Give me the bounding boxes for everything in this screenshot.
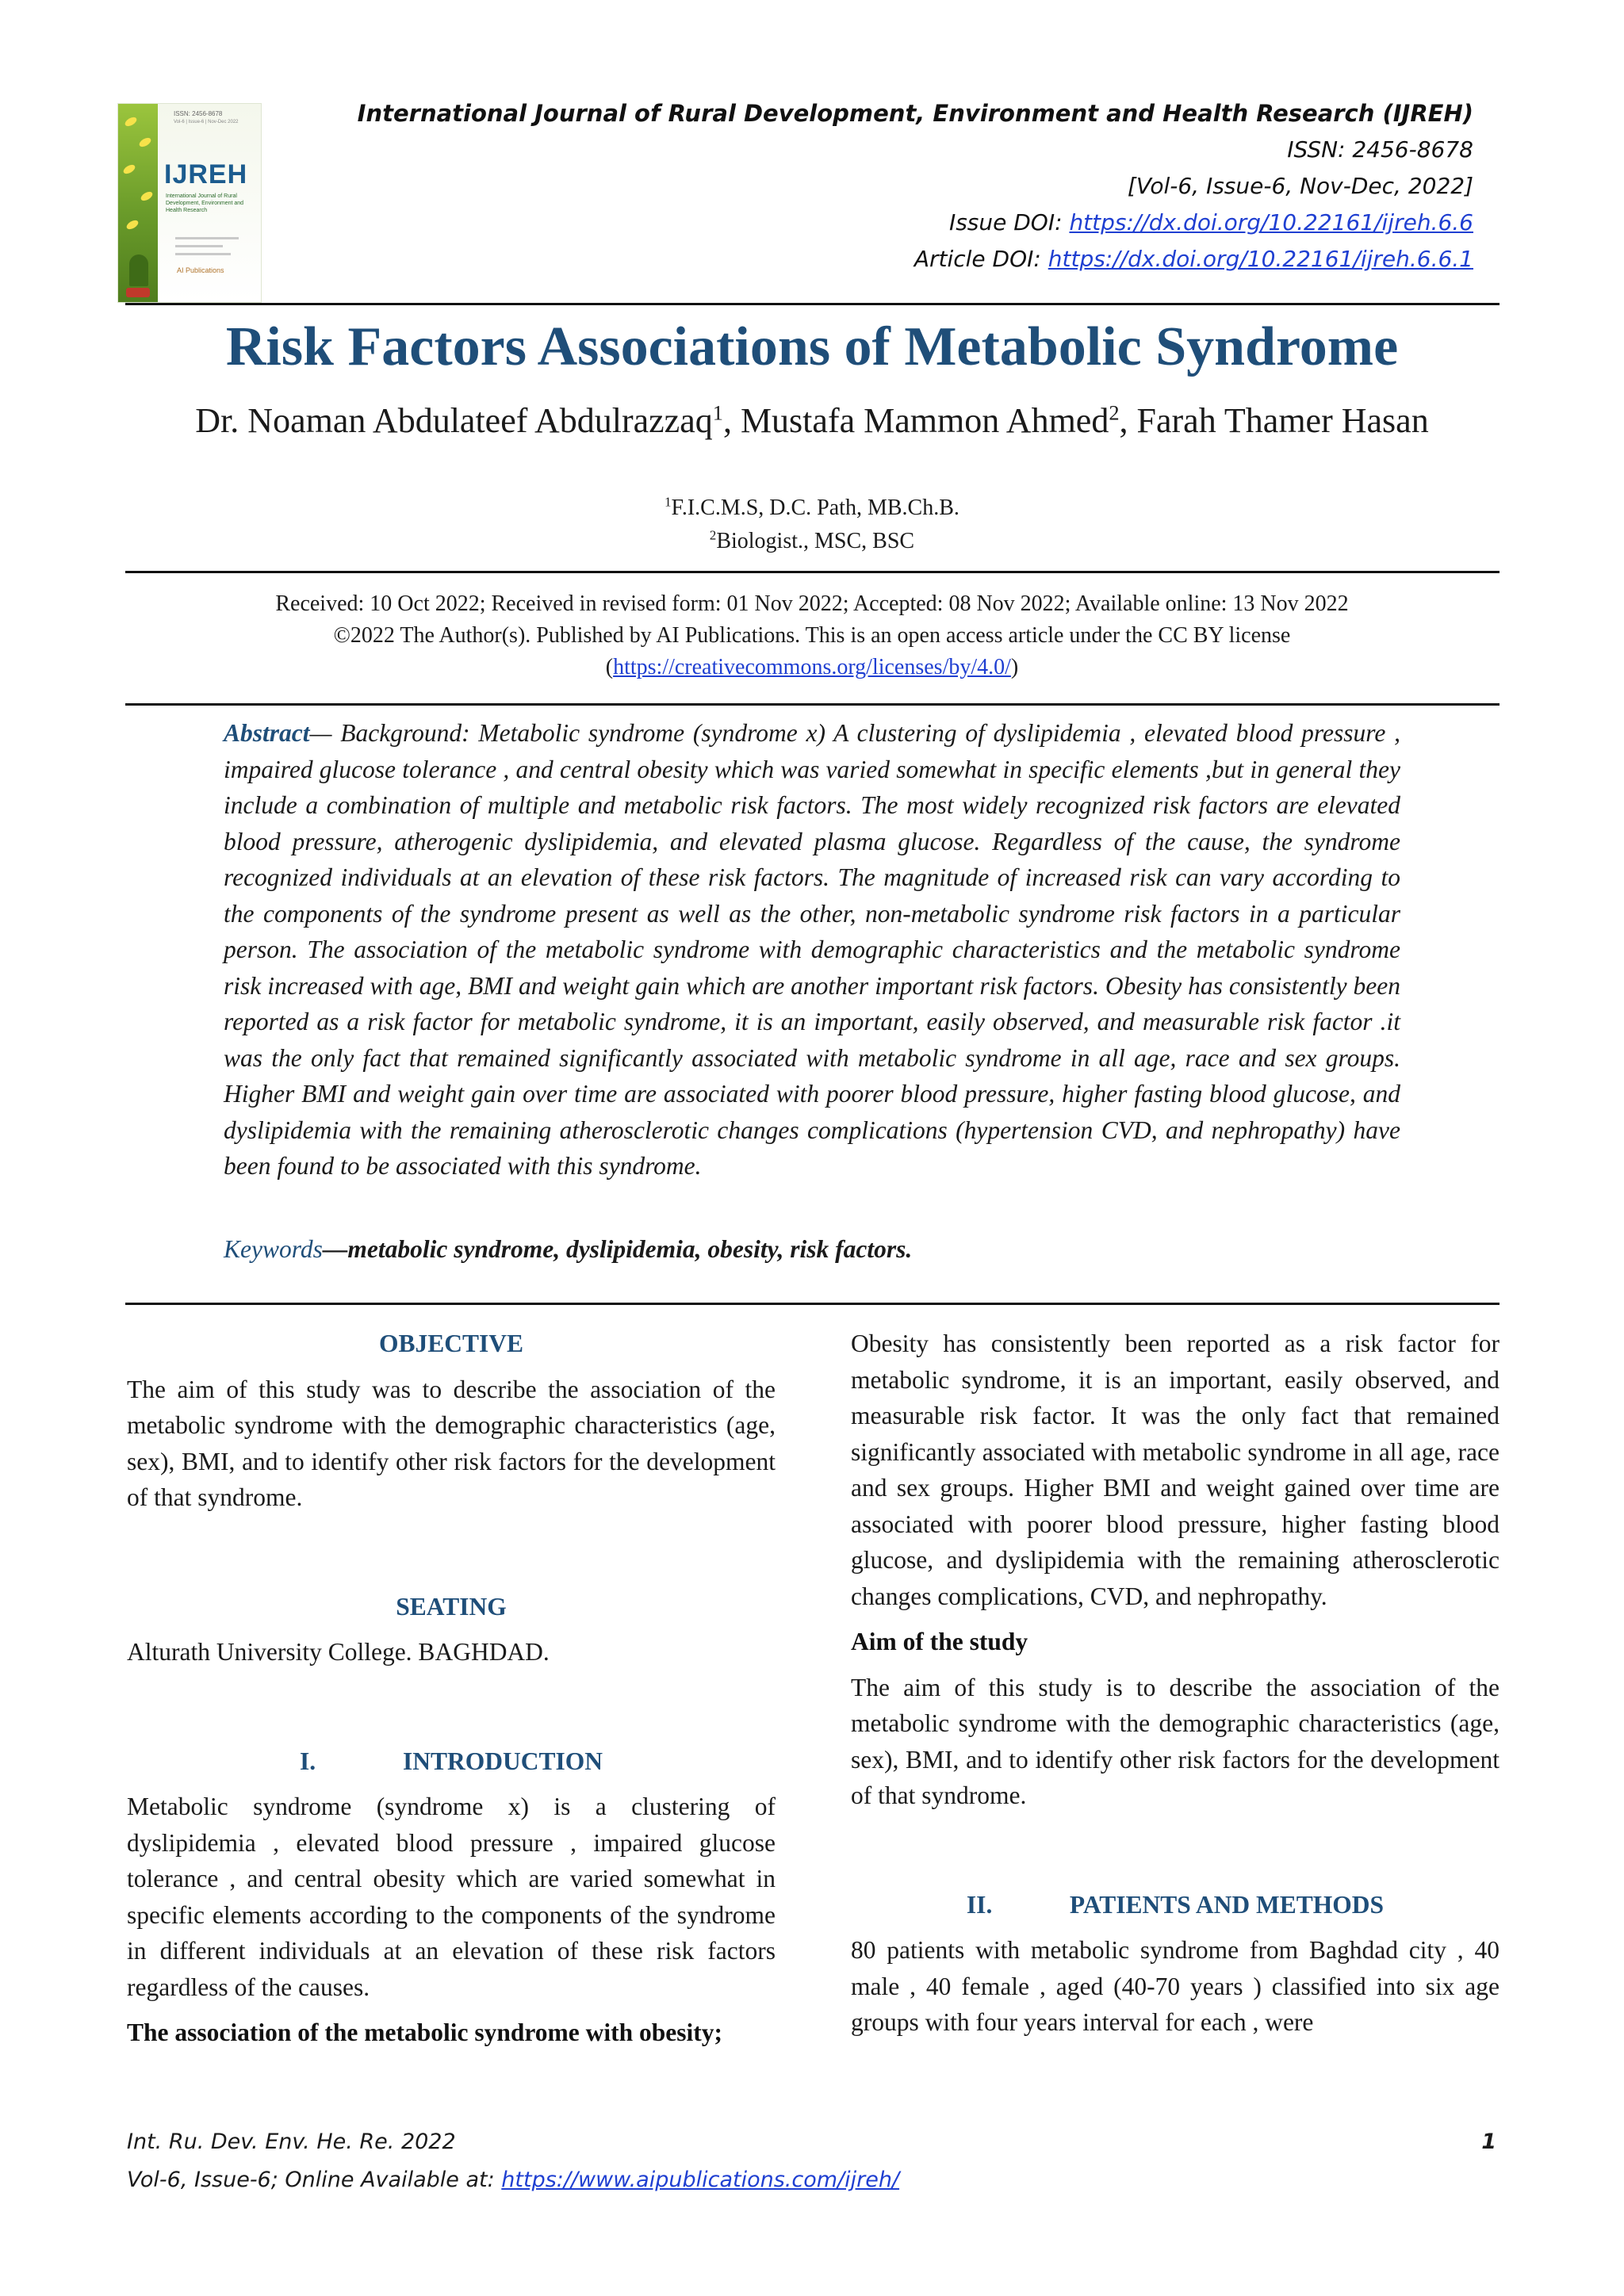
article-title: Risk Factors Associations of Metabolic Syndrome — [225, 316, 1399, 377]
journal-volume: [Vol-6, Issue-6, Nov-Dec, 2022] — [1127, 173, 1473, 199]
left-column — [127, 1326, 776, 2051]
affil-mark: 1 — [665, 494, 672, 510]
journal-cover-logo — [117, 103, 262, 303]
section-number: II. — [966, 1890, 993, 1919]
journal-issn: ISSN: 2456-8678 — [1287, 136, 1473, 163]
affil-mark: 2 — [709, 527, 717, 543]
affiliation-text: F.I.C.M.S, D.C. Path, MB.Ch.B. — [671, 496, 959, 520]
abstract-dash: — — [309, 719, 341, 747]
journal-title: International Journal of Rural Development, Environment and Health Research (IJREH) — [357, 100, 1473, 127]
objective-text: The aim of this study was to describe the association of the metabolic syndrome with the demographic characteristics (age, sex), BMI, and to identify other risk factors for the development of that syndrome. — [127, 1375, 776, 1511]
history-divider — [125, 703, 1500, 706]
article-doi-link[interactable]: https://dx.doi.org/10.22161/ijreh.6.6.1 — [1048, 246, 1473, 272]
seating-heading: SEATING — [396, 1592, 507, 1621]
abstract-divider — [125, 1303, 1500, 1305]
seating-text: Alturath University College. BAGHDAD. — [127, 1638, 550, 1666]
availability-label: Vol-6, Issue-6; Online Available at: — [127, 2168, 502, 2192]
footer-availability — [127, 2161, 1496, 2199]
cover-brand: IJREH — [164, 159, 248, 189]
paren-close: ) — [1010, 655, 1019, 679]
obesity-text: Obesity has consistently been reported as a risk factor for metabolic syndrome, it is an important, easily observed, and measurable risk factor. It was the only fact that remained significantly associated with metabolic syndrome in all age, race and sex groups. Higher BMI and weight gained over time are associated with poorer blood pressure, higher fasting blood glucose, and dyslipidemia with the remaining atherosclerotic changes complications, CVD, and nephropathy. — [851, 1330, 1500, 1610]
article-history — [0, 588, 1624, 683]
abstract-text: Background: Metabolic syndrome (syndrome x) A clustering of dyslipidemia , elevated blood pressure , impaired glucose tolerance , and central obesity which was varied somewhat in specific elements ,but in general they include a combination of multiple and metabolic risk factors. The most widely recognized risk factors are elevated blood pressure, atherogenic dyslipidemia, and elevated plasma glucose. Regardless of the cause, the syndrome recognized individuals at an elevation of these risk factors. The magnitude of increased risk can vary according to the components of the syndrome present as well as the other, non-metabolic syndrome risk factors in a particular person. The association of the metabolic syndrome with demographic characteristics and the metabolic syndrome risk increased with age, BMI and weight gain which are another important risk factors. Obesity has consistently been reported as a risk factor for metabolic syndrome, it is an important, easily observed, and measurable risk factor .it was the only fact that remained significantly associated with metabolic syndrome in all age, race and sex groups. Higher BMI and weight gain over time are associated with poorer blood pressure, higher fasting blood glucose, and dyslipidemia with the remaining atherosclerotic changes complications (hypertension CVD, and nephropathy) have been found to be associated with this syndrome. — [224, 719, 1400, 1180]
obesity-subheading: The association of the metabolic syndrome with obesity; — [127, 2019, 723, 2046]
cover-volume: Vol-6 | Issue-6 | Nov-Dec 2022 — [174, 120, 239, 124]
cover-text-line — [175, 253, 231, 255]
abstract — [224, 715, 1400, 1184]
paren-open: ( — [605, 655, 614, 679]
right-column — [851, 1326, 1500, 2041]
page-number: 1 — [1481, 2130, 1496, 2154]
header-divider — [125, 303, 1500, 305]
issue-doi-link[interactable]: https://dx.doi.org/10.22161/ijreh.6.6 — [1069, 209, 1473, 235]
author-affil-mark: 2 — [1109, 400, 1120, 425]
section-number: I. — [299, 1747, 316, 1775]
cover-text-line — [175, 237, 239, 239]
author-name: Dr. Noaman Abdulateef Abdulrazzaq — [195, 401, 713, 440]
author-separator: , — [722, 401, 741, 440]
license-link-line — [0, 652, 1624, 683]
affiliation-text: Biologist., MSC, BSC — [716, 529, 915, 553]
introduction-heading — [127, 1743, 776, 1780]
methods-text: 80 patients with metabolic syndrome from Baghdad city , 40 male , 40 female , aged (40-70 years ) classified into six age groups with four years interval for each , were — [851, 1936, 1500, 2036]
footer-journal-abbrev: Int. Ru. Dev. Env. He. Re. 2022 — [127, 2130, 456, 2154]
received-dates: Received: 10 Oct 2022; Received in revised form: 01 Nov 2022; Accepted: 08 Nov 2022; Available online: 13 Nov 2022 — [275, 591, 1349, 616]
aim-subheading: Aim of the study — [851, 1628, 1028, 1655]
cover-issn: ISSN: 2456-8678 — [174, 110, 223, 117]
cover-publisher: AI Publications — [177, 266, 224, 274]
section-title: INTRODUCTION — [402, 1747, 603, 1775]
author-name: Farah Thamer Hasan — [1136, 401, 1429, 440]
cover-journal-name: International Journal of Rural Development, Environment and Health Research — [166, 193, 244, 213]
author-separator: , — [1119, 401, 1137, 440]
plant-icon — [129, 254, 148, 286]
issue-doi — [358, 205, 1473, 241]
keywords — [224, 1235, 1400, 1264]
journal-website-link[interactable]: https://www.aipublications.com/ijreh/ — [501, 2168, 900, 2192]
title-divider — [125, 571, 1500, 573]
journal-header — [358, 95, 1473, 277]
keywords-label: Keywords — [224, 1235, 323, 1263]
issue-doi-label: Issue DOI: — [948, 209, 1070, 235]
author-name: Mustafa Mammon Ahmed — [740, 401, 1109, 440]
cover-text-line — [175, 245, 223, 247]
affiliations — [0, 492, 1624, 558]
aim-text: The aim of this study is to describe the association of the metabolic syndrome with the demographic characteristics (age, sex), BMI, and to identify other risk factors for the development of that syndrome. — [851, 1673, 1500, 1809]
abstract-label: Abstract — [224, 719, 310, 747]
page-footer — [127, 2123, 1496, 2199]
license-link[interactable]: https://creativecommons.org/licenses/by/4.0/ — [613, 655, 1011, 679]
affiliation — [0, 525, 1624, 558]
section-title: PATIENTS AND METHODS — [1069, 1890, 1385, 1919]
author-affil-mark: 1 — [712, 400, 723, 425]
article-doi — [358, 241, 1473, 277]
objective-heading: OBJECTIVE — [378, 1330, 524, 1357]
license-statement: ©2022 The Author(s). Published by AI Publications. This is an open access article under the CC BY license — [333, 623, 1291, 648]
author-list — [0, 400, 1624, 441]
tractor-icon — [126, 288, 150, 297]
keywords-text: —metabolic syndrome, dyslipidemia, obesity, risk factors. — [322, 1235, 913, 1263]
article-doi-label: Article DOI: — [914, 246, 1048, 272]
affiliation — [0, 492, 1624, 525]
introduction-text: Metabolic syndrome (syndrome x) is a clustering of dyslipidemia , elevated blood pressure , impaired glucose tolerance , and central obesity which are varied somewhat in specific elements according to the components of the syndrome in different individuals at an elevation of these risk factors regardless of the causes. — [127, 1793, 776, 2001]
methods-heading — [851, 1887, 1500, 1923]
